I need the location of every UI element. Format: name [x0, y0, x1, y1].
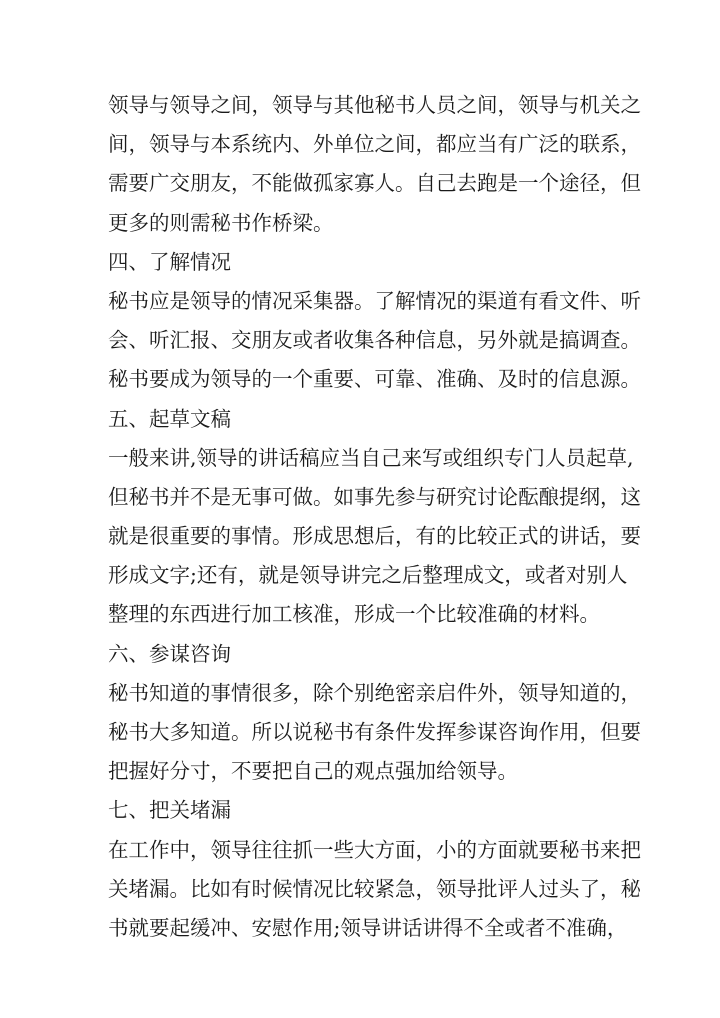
- text-line: 书就要起缓冲、安慰作用;领导讲话讲得不全或者不准确，: [108, 915, 628, 940]
- text-line: 在工作中，领导往往抓一些大方面，小的方面就要秘书来把: [108, 837, 641, 862]
- section-heading-6: 六、参谋咨询: [108, 641, 231, 666]
- text-line: 一般来讲,领导的讲话稿应当自己来写或组织专门人员起草,: [108, 445, 634, 470]
- text-line: 整理的东西进行加工核准，形成一个比较准确的材料。: [108, 602, 600, 627]
- text-line: 秘书要成为领导的一个重要、可靠、准确、及时的信息源。: [108, 367, 641, 392]
- text-line: 秘书大多知道。所以说秘书有条件发挥参谋咨询作用，但要: [108, 720, 641, 744]
- text-line: 就是很重要的事情。形成思想后，有的比较正式的讲话，要: [108, 524, 641, 549]
- document-body: [108, 86, 641, 948]
- text-line: 但秘书并不是无事可做。如事先参与研究讨论酝酿提纲，这: [108, 484, 641, 509]
- text-line: 秘书应是领导的情况采集器。了解情况的渠道有看文件、听: [108, 288, 641, 313]
- section-heading-7: 七、把关堵漏: [108, 798, 231, 823]
- text-line: 间，领导与本系统内、外单位之间，都应当有广泛的联系，: [108, 132, 641, 157]
- section-heading-5: 五、起草文稿: [108, 406, 231, 431]
- text-line: 更多的则需秘书作桥梁。: [108, 210, 334, 235]
- text-line: 把握好分寸，不要把自己的观点强加给领导。: [108, 759, 518, 784]
- text-line: 形成文字;还有，就是领导讲完之后整理成文，或者对别人: [108, 563, 628, 588]
- text-line: 关堵漏。比如有时候情况比较紧急，领导批评人过头了，秘: [108, 876, 641, 901]
- text-line: 领导与领导之间，领导与其他秘书人员之间，领导与机关之: [108, 93, 641, 117]
- text-line: 秘书知道的事情很多，除个别绝密亲启件外，领导知道的，: [108, 680, 641, 705]
- section-heading-4: 四、了解情况: [108, 249, 231, 274]
- text-line: 会、听汇报、交朋友或者收集各种信息，另外就是搞调查。: [108, 328, 641, 353]
- text-line: 需要广交朋友，不能做孤家寡人。自己去跑是一个途径，但: [108, 171, 641, 196]
